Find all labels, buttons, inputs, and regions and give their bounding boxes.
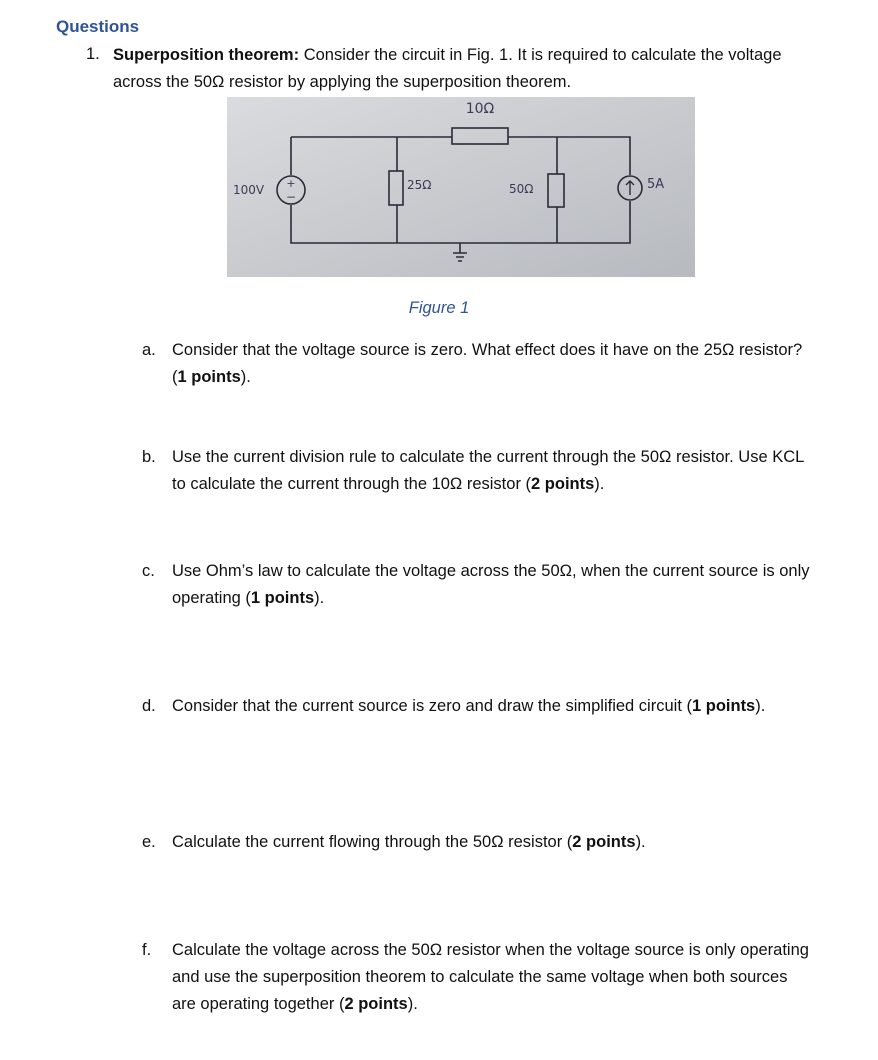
label-r50: 50Ω — [509, 182, 534, 196]
svg-text:+: + — [286, 177, 296, 190]
subquestion-letter: f. — [142, 941, 152, 959]
figure-caption: Figure 1 — [408, 299, 470, 317]
question-title: Superposition theorem: — [113, 46, 300, 64]
subquestion-text: Consider that the current source is zero and draw the simplified circuit (1 points). — [172, 697, 766, 715]
svg-text:−: − — [285, 190, 297, 204]
points-value: 2 points — [344, 995, 408, 1013]
subquestion-letter: c. — [142, 562, 155, 580]
question-text — [113, 42, 813, 96]
points-value: 1 points — [691, 697, 756, 715]
subquestion-letter: a. — [142, 341, 156, 359]
question-number: 1. — [86, 45, 100, 63]
subquestion-text: Use Ohm’s law to calculate the voltage across the 50Ω, when the current source is only operating (1 points). — [172, 562, 810, 607]
points-value: 2 points — [572, 833, 636, 851]
subquestion-text: Consider that the voltage source is zero. What effect does it have on the 25Ω resistor? (1 points). — [172, 341, 803, 386]
circuit-figure — [227, 97, 695, 277]
subquestion-text: Calculate the voltage across the 50Ω resistor when the voltage source is only operating and use the superposition theorem to calculate the same voltage when both sources are operating together (2 points). — [172, 941, 809, 1013]
subquestion-letter: d. — [142, 697, 156, 715]
subquestion-text: Use the current division rule to calculate the current through the 50Ω resistor. Use KCL to calculate the current through the 10Ω resistor (2 points). — [172, 448, 804, 493]
subquestion-letter: e. — [142, 833, 156, 851]
label-r25: 25Ω — [407, 178, 432, 192]
points-value: 2 points — [531, 475, 595, 493]
figure-shading — [227, 97, 695, 277]
label-r10: 10Ω — [465, 101, 495, 117]
subquestion-text: Calculate the current flowing through the 50Ω resistor (2 points). — [172, 833, 646, 851]
points-value: 1 points — [250, 589, 315, 607]
question-body: Consider the circuit in Fig. 1. It is required to calculate the voltage across the 50Ω resistor by applying the superposition theorem. — [113, 46, 782, 91]
points-value: 1 points — [177, 368, 241, 386]
label-vsource: 100V — [233, 183, 265, 197]
label-isource: 5A — [647, 177, 665, 192]
section-heading: Questions — [56, 17, 140, 36]
subquestion-letter: b. — [142, 448, 156, 466]
